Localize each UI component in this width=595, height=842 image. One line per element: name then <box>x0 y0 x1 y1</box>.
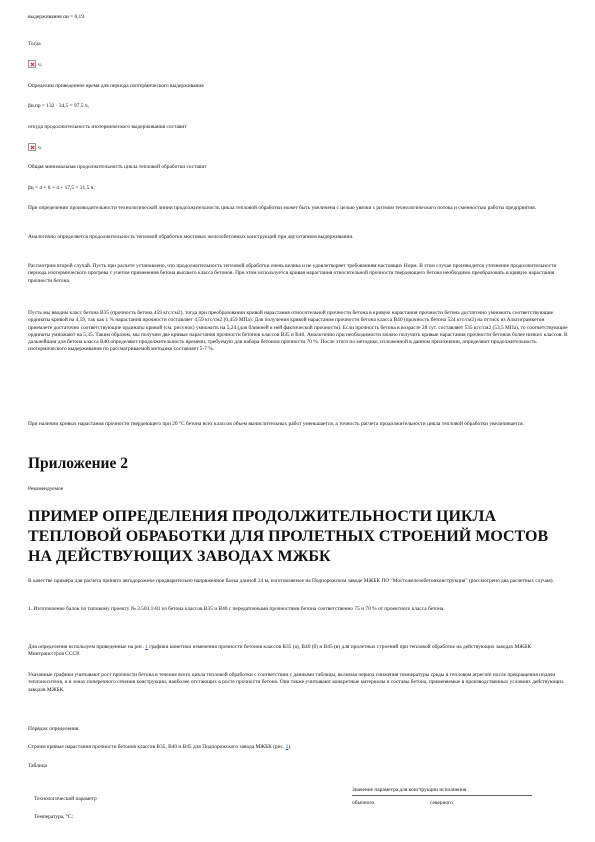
table-cell: Температура, °С: <box>34 814 74 820</box>
paragraph: Аналогично определяется продолжительность тепловой обработки мостовых железобетонных конструкций при двухэтапном выдерживании. <box>28 234 354 240</box>
text-line: Общая минимальная продолжительность цикла тепловой обработки составит <box>28 164 207 170</box>
table-divider <box>352 795 532 796</box>
table-header-ordinary: обычного <box>352 800 375 806</box>
text-line: ч. <box>38 62 43 68</box>
text-line: выдерживания αи = 0,19. <box>28 14 86 20</box>
figure-2-link[interactable]: 2 <box>285 744 289 750</box>
text-line: откуда продолжительность изотермического выдерживания составит <box>28 124 187 130</box>
paragraph: 1. Изготовление балок по типовому проекту № 3.503.1-81 из бетона классов В35 и В40 с передаточными прочностями бетона соответственно 75 и 70 % от проектного класса бетона. <box>28 606 445 612</box>
broken-image-icon <box>28 143 36 151</box>
page-title: ПРИМЕР ОПРЕДЕЛЕНИЯ ПРОДОЛЖИТЕЛЬНОСТИ ЦИКЛА ТЕПЛОВОЙ ОБРАБОТКИ ДЛЯ ПРОЛЕТНЫХ СТРОЕНИЙ МОСТОВ НА ДЕЙСТВУЮЩИХ ЗАВОДАХ МЖБК <box>28 508 549 565</box>
table-header-value: Значение параметра для конструкции исполнения <box>352 787 467 793</box>
recommended-label: Рекомендуемое <box>28 486 64 492</box>
text-line <box>28 744 291 751</box>
table-label: Таблица <box>28 763 48 769</box>
paragraph-text: ). <box>288 744 292 750</box>
text-line: Определим приведенное время для периода изотермического выдерживания <box>28 83 204 89</box>
paragraph-text: Для определения используем приведенные на рис. <box>28 644 146 650</box>
text-line: Тогда <box>28 41 41 47</box>
appendix-heading: Приложение 2 <box>28 455 128 472</box>
table-header-northern: северного <box>430 800 453 806</box>
paragraph-text: графики кинетики изменения прочности бетонов классов В35 (а), В40 (б) и В45 (в) для пролетных строений при тепловой обработке на действующих заводах МЖБК Минтрансстроя СССР. <box>28 644 531 658</box>
paragraph: Указанные графики учитывают рост прочности бетона в течение всего цикла тепловой обработки с соответствии с данными таблицы, включая период снижения температуры среды в тепловом агрегате после прекращения подачи теплоносителя, и в зонах поперечного сечения конструкции, наиболее отстающих в росте прочности бетона. Они также учитывают конкретные материалы и составы бетона, применяемые в производственных условиях действующих заводов МЖБК. <box>28 672 564 693</box>
paragraph: Рассмотрим второй случай. Пусть при расчете установлено, что продолжительность тепловой обработки очень велика и не удовлетворяет требованиям настоящих Норм. В этом случае производится уточнение продолжительности периода изотермического прогрева с учетом применения бетона высшего класса бетонов. При этом используется кривая нарастания относительной прочности твердеющего бетона необходимо преобразовать в кривую нарастания прочности бетона. <box>28 263 557 284</box>
broken-image-icon <box>28 60 36 68</box>
text-line: ч. <box>38 145 43 151</box>
paragraph: При определении производительности технологической линии продолжительность цикла тепловой обработки может быть увеличена с целью увязки с ритмом технологического потока и сменностью работы предприятия. <box>28 205 537 211</box>
text-line: Порядок определения. <box>28 726 80 732</box>
paragraph: В качестве примера для расчета принято автодорожное предварительно напряженное балка длиной 24 м, изготовляемое на Подпорожском заводе МЖБК ПО "Мостожелезобетонконструкция" (рассмотрено два расчетных случая). <box>28 578 554 584</box>
figure-1-link[interactable]: 1 <box>145 644 148 650</box>
paragraph: Пусть мы вводим класс бетона В35 (прочность бетона 459 кгс/см2), тогда при преобразовании кривой нарастания относительной прочности бетона в кривую нарастания прочности бетона достаточно умножить соответствующие ординаты кривой на 4,59, так как 1 % нарастания прочности составляет 4,59 кгс/см2 (0,459 МПа). Для получения кривой нарастания прочности бетона класса В40 (прочность бетона 524 кгс/см2) на оттиск из Альтиграмкетон приемлете достаточно соответствующие ординаты кривой (см. рисунок) умножить на 5,24 (для ближней к ней фактической прочности). Если прочность бетона в возрасте 28 сут. составляет 535 кгс/см2 (53,5 МПа), то соответствующие ординаты умножают на 5,35. Таким образом, мы получим две кривые нарастания прочности бетонов классов В35 и В40. Аналогично при необходимости можно получить кривые нарастания прочности бетонов более низких классов. В дальнейшем для бетона класса В40 определяют продолжительность времени, требуемую для набора бетоном прочности 70 %. После этого по методике, изложенной в данном приложении, определяют продолжительность изотермического выдерживания по рассматриваемой методике составляет 5-7 %. <box>28 310 568 353</box>
paragraph: При наличии кривых нарастания прочности твердеющего при 20 °С бетона всех классов объем вычислительных работ уменьшается, а точность расчета продолжительности цикла тепловой обработки увеличивается. <box>28 421 525 427</box>
paragraph <box>28 644 568 659</box>
formula-line: βи.пр = 132 · 34,5 = 97,5 ч, <box>28 103 89 109</box>
formula-line: βц = 4 + 6 + 4 + 17,5 = 31,5 ч. <box>28 185 95 191</box>
table-header-param: Технологический параметр <box>34 796 97 802</box>
paragraph-text: Строим кривые нарастания прочности бетонов классов В35, В40 и В45 для Подпорожского завода МЖБК (рис. <box>28 744 286 750</box>
